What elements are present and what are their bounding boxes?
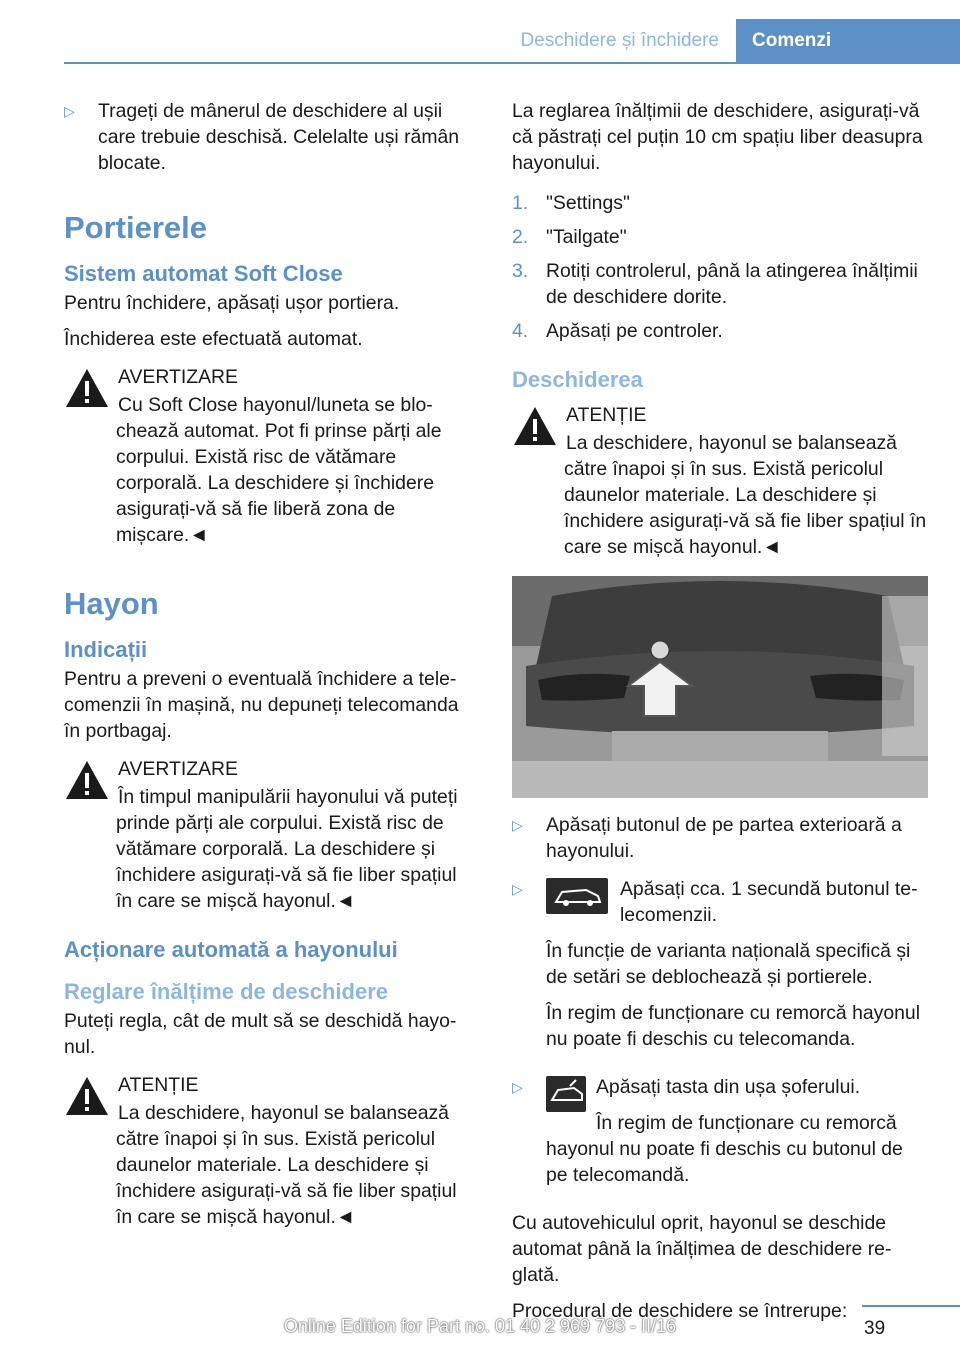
warning-block (512, 400, 928, 560)
paragraph: Procedural de deschidere se întrerupe: (512, 1300, 848, 1322)
warning-triangle-icon (512, 404, 558, 448)
step-number: 1. (512, 192, 529, 214)
header-rule (64, 62, 960, 64)
heading-deschiderea: Deschiderea (512, 367, 643, 392)
remote-tailgate-key-icon (546, 878, 608, 914)
warning-title: ATENȚIE (566, 404, 647, 426)
warning-text: Cu Soft Close hayonul/luneta se blochează automat. Pot fi prinse părți ale corpului. Există risc de vătămare corporală. La deschidere și închidere asigurați-vă să fie liberă zona de mișcare.◄ (116, 394, 442, 546)
page-number: 39 (864, 1318, 886, 1339)
step-number: 2. (512, 226, 529, 248)
paragraph: Puteți regla, cât de mult să se deschidă hayonul. (64, 1010, 457, 1058)
door-tailgate-key-icon (546, 1076, 586, 1112)
warning-text: În timpul manipulării hayonului vă puteți prinde părți ale corpului. Există risc de vătămare corporală. La deschidere și închidere asigurați-vă să fie liber spațiul în care se mișcă hayonul.◄ (116, 786, 458, 912)
list-item (512, 190, 928, 216)
warning-text: La deschidere, hayonul se balansează către înapoi și în sus. Există pericolul daunelor materiale. La deschidere și închidere asigurați-vă să fie liber spațiul în care se mișcă hayonul.◄ (116, 1102, 457, 1228)
list-item (512, 318, 928, 344)
paragraph: În funcție de varianta națională specifică și de setări se deblochează și portierele. (546, 940, 911, 988)
triangle-bullet-icon: ▷ (512, 881, 523, 897)
list-item (512, 224, 928, 250)
tailgate-photo (512, 576, 928, 798)
triangle-bullet-icon: ▷ (64, 103, 75, 119)
step-text: "Settings" (546, 192, 630, 214)
heading-indicatii: Indicații (64, 637, 148, 662)
paragraph: În regim de funcționare cu remorcă hayonul nu poate fi deschis cu telecomanda. (546, 1002, 921, 1050)
heading-portierele: Portierele (64, 210, 208, 245)
heading-actionare: Acționare automată a hayonului (64, 937, 398, 962)
warning-text: La deschidere, hayonul se balansează către înapoi și în sus. Există pericolul daunelor materiale. La deschidere și închidere asigurați-vă să fie liber spațiul în care se mișcă hayonul.◄ (564, 432, 927, 558)
warning-title: AVERTIZARE (118, 366, 238, 388)
bullet-driver-door (512, 1074, 928, 1198)
footer-rule (862, 1305, 960, 1307)
warning-triangle-icon (64, 758, 110, 802)
paragraph: Închiderea este efectuată automat. (64, 328, 363, 350)
warning-block (64, 1070, 478, 1230)
header-section-title: Deschidere și închidere (520, 30, 719, 51)
step-text: Apăsați pe controler. (546, 320, 723, 342)
warning-block (64, 754, 478, 914)
triangle-bullet-icon: ▷ (512, 1079, 523, 1095)
warning-triangle-icon (64, 1074, 110, 1118)
bullet-text: Apăsați cca. 1 secundă butonul telecomenzii. (620, 878, 918, 926)
step-text: "Tailgate" (546, 226, 627, 248)
footer-edition: Online Edition for Part no. 01 40 2 969 793 - II/16 (283, 1316, 677, 1336)
step-text: Rotiți controlerul, până la atingerea înălțimii de deschidere dorite. (546, 260, 918, 308)
bullet-text: Trageți de mânerul de deschidere al ușii care trebuie deschisă. Celelalte uși rămân blocate. (98, 100, 460, 174)
heading-reglare: Reglare înălțime de deschidere (64, 979, 389, 1004)
bullet-remote-button (512, 876, 928, 1062)
paragraph: La reglarea înălțimii de deschidere, asigurați-vă că păstrați cel puțin 10 cm spațiu liber deasupra hayonului. (512, 100, 923, 174)
paragraph: În regim de funcționare cu remorcă hayonul nu poate fi deschis cu butonul de pe telecomandă. (546, 1112, 903, 1186)
left-column (64, 98, 478, 1242)
step-number: 4. (512, 320, 529, 342)
bullet-text: Apăsați tasta din ușa șoferului. (596, 1076, 861, 1098)
heading-hayon: Hayon (64, 586, 159, 621)
bullet-text: Apăsați butonul de pe partea exterioară a hayonului. (546, 814, 902, 862)
step-number: 3. (512, 260, 529, 282)
bullet-exterior-button (512, 812, 928, 864)
paragraph: Pentru închidere, apăsați ușor portiera. (64, 292, 400, 314)
warning-block (64, 362, 478, 548)
header-chapter-tab: Comenzi (736, 19, 960, 62)
paragraph: Cu autovehiculul oprit, hayonul se deschide automat până la înălțimea de deschidere reglată. (512, 1212, 892, 1286)
triangle-bullet-icon: ▷ (512, 817, 523, 833)
tailgate-illustration (512, 576, 928, 798)
warning-title: AVERTIZARE (118, 758, 238, 780)
paragraph: Pentru a preveni o eventuală închidere a telecomenzii în mașină, nu depuneți telecomanda în portbagaj. (64, 668, 459, 742)
warning-title: ATENȚIE (118, 1074, 199, 1096)
list-item (512, 258, 928, 310)
bullet-door-handle (64, 98, 478, 176)
right-column (512, 98, 928, 1334)
warning-triangle-icon (64, 366, 110, 410)
heading-soft-close: Sistem automat Soft Close (64, 261, 343, 286)
